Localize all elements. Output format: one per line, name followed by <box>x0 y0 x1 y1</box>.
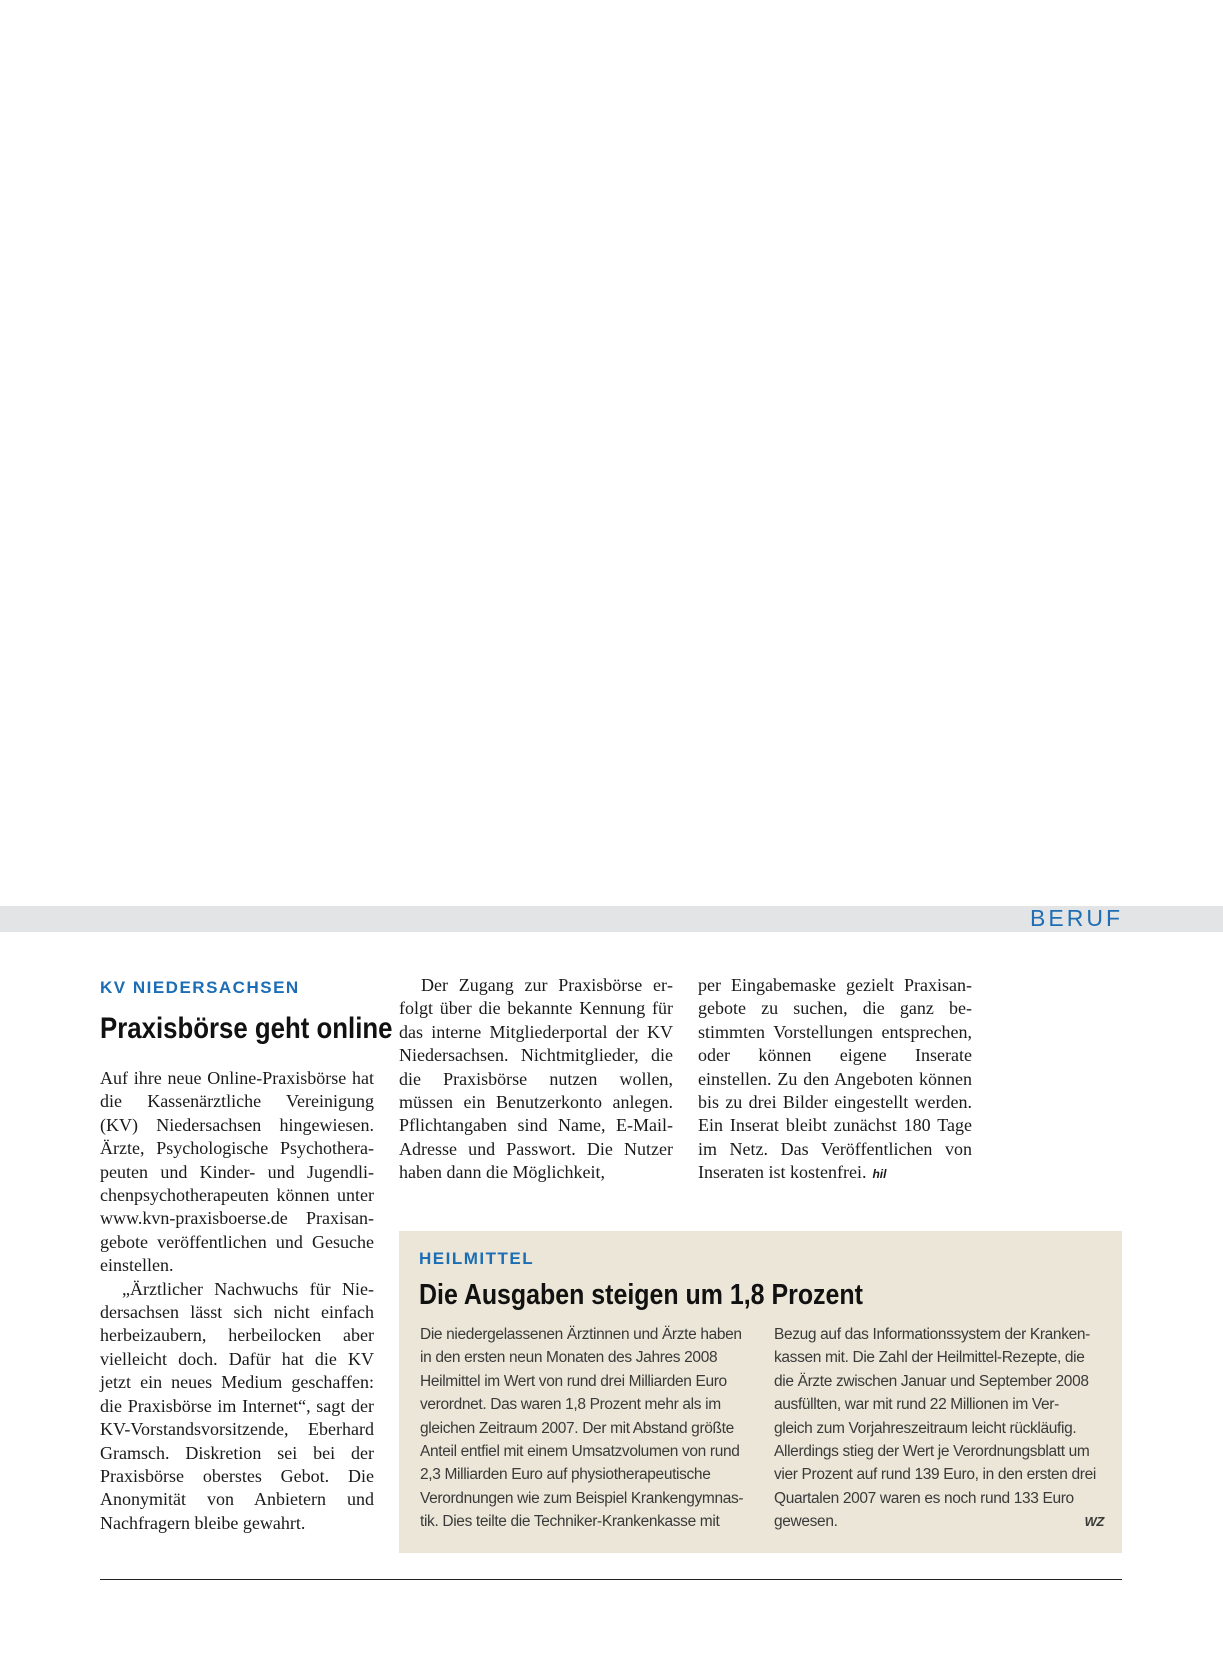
text-line <box>774 1510 1104 1533</box>
text-line: die Ärzte zwischen Januar und September 2008 <box>774 1372 1089 1390</box>
article2-kicker: HEILMITTEL <box>419 1249 535 1268</box>
text-line: Die niedergelassenen Ärztinnen und Ärzte haben <box>420 1326 742 1343</box>
text-line: vier Prozent auf rund 139 Euro, in den ersten drei <box>774 1466 1096 1484</box>
section-label: BERUF <box>1030 905 1123 931</box>
article1-column-2 <box>399 974 673 1185</box>
article1-paragraph: „Ärztlicher Nachwuchs für Niedersachsen lässt sich nicht einfach herbeizaubern, herbeilocken aber vielleicht doch. Dafür hat die KV jetzt ein neues Medium geschaffen: die Praxisbörse im Internet“, sagt der KV-Vorstandsvorsitzende, Eberhard Gramsch. Diskretion sei bei der Praxisbörse oberstes Gebot. Die Anonymität von Anbietern und Nachfragern bleibe gewahrt. <box>100 1278 374 1533</box>
text-line: Verordnungen wie zum Beispiel Krankengymnas- <box>420 1489 744 1507</box>
text-line: in den ersten neun Monaten des Jahres 2008 <box>420 1349 718 1367</box>
article1-column-1 <box>100 1067 374 1535</box>
text-line: Allerdings stieg der Wert je Verordnungsblatt um <box>774 1443 1090 1461</box>
text-line: Quartalen 2007 waren es noch rund 133 Euro <box>774 1489 1074 1507</box>
article1-paragraph: Auf ihre neue Online-Praxisbörse hat die Kassenärztliche Vereinigung (KV) Niedersachsen hingewiesen. Ärzte, Psychologische Psychotherapeuten und Kinder- und Jugendlichenpsychotherapeuten können unter www.kvn-praxisboerse.de Praxisangebote veröffentlichen und Gesuche einstellen. <box>100 1068 374 1276</box>
article2-author-tag: WZ <box>1084 1514 1104 1530</box>
text-line: Anteil entfiel mit einem Umsatzvolumen von rund <box>420 1443 740 1461</box>
text-line: Heilmittel im Wert von rund drei Milliarden Euro <box>420 1372 727 1390</box>
text-line: gleich zum Vorjahreszeitraum leicht rückläufig. <box>774 1419 1077 1437</box>
article2-column-1 <box>420 1323 750 1534</box>
article1-author-tag: hil <box>872 1167 887 1182</box>
text-line: verordnet. Das waren 1,8 Prozent mehr als im <box>420 1396 721 1414</box>
article1-paragraph: Der Zugang zur Praxisbörse erfolgt über die bekannte Kennung für das interne Mitgliederportal der KV Niedersachsen. Nichtmitglieder, die die Praxisbörse nutzen wollen, müssen ein Benutzerkonto anlegen. Pflichtangaben sind Name, E-Mail-Adresse und Passwort. Die Nutzer haben dann die Möglichkeit, <box>399 975 673 1183</box>
article2-headline: Die Ausgaben steigen um 1,8 Prozent <box>419 1279 863 1311</box>
article2-column-2 <box>774 1323 1104 1534</box>
text-line: gleichen Zeitraum 2007. Der mit Abstand größte <box>420 1419 734 1437</box>
article1-column-3 <box>698 974 972 1187</box>
text-line: Bezug auf das Informationssystem der Kranken- <box>774 1326 1090 1343</box>
text-line: 2,3 Milliarden Euro auf physiotherapeutische <box>420 1466 711 1484</box>
text-line: ausfüllten, war mit rund 22 Millionen im Ver- <box>774 1396 1059 1414</box>
article1-paragraph-text: per Eingabemaske gezielt Praxisangebote zu suchen, die ganz bestimmten Vorstellungen entsprechen, oder können eigene Inserate einstellen. Zu den Angeboten können bis zu drei Bilder eingestellt werden. Ein Inserat bleibt zunächst 180 Tage im Netz. Das Veröffentlichen von Inseraten ist kostenfrei. <box>698 975 972 1183</box>
text-line: tik. Dies teilte die Techniker-Krankenkasse mit <box>420 1513 720 1531</box>
text-line: kassen mit. Die Zahl der Heilmittel-Rezepte, die <box>774 1349 1085 1367</box>
article1-paragraph <box>698 974 972 1187</box>
article1-kicker: KV NIEDERSACHSEN <box>100 978 300 997</box>
text-line-end: gewesen. <box>774 1513 838 1531</box>
bottom-rule <box>100 1579 1122 1580</box>
article1-headline: Praxisbörse geht online <box>100 1012 393 1045</box>
